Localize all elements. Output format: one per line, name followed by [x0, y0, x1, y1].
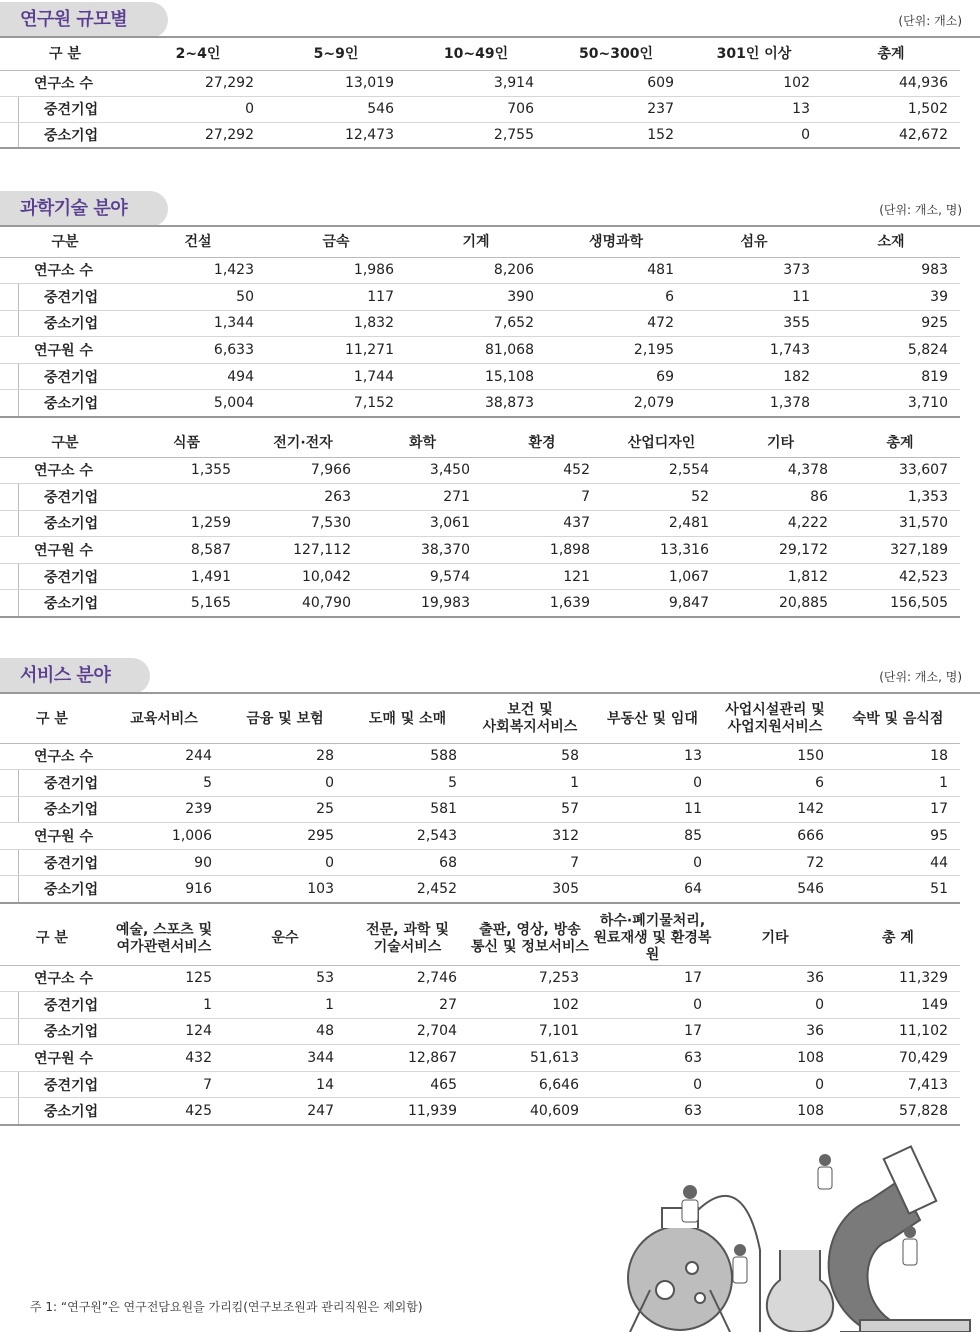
row-label: 중견기업	[0, 849, 104, 876]
section-divider	[0, 36, 980, 38]
table-row	[0, 992, 960, 1019]
column-header: 운수	[224, 913, 346, 965]
column-header: 건설	[130, 229, 266, 257]
table-cell: 494	[130, 363, 266, 390]
table-row	[0, 457, 960, 484]
column-header: 도매 및 소매	[346, 696, 469, 743]
table-cell: 0	[224, 849, 346, 876]
header-category: 구 분	[0, 40, 130, 70]
section-divider	[0, 692, 980, 694]
table-cell: 29,172	[721, 537, 840, 564]
table-cell: 1,378	[686, 390, 822, 417]
table-cell: 1	[836, 770, 960, 797]
table-cell: 1,355	[130, 457, 243, 484]
table-cell: 121	[482, 563, 602, 590]
table-cell: 1,812	[721, 563, 840, 590]
table-cell: 373	[686, 257, 822, 284]
row-label: 연구원 수	[0, 823, 104, 850]
column-header: 예술, 스포츠 및 여가관련서비스	[104, 913, 224, 965]
table-cell: 305	[469, 876, 591, 903]
table-cell: 28	[224, 743, 346, 770]
table-cell: 581	[346, 796, 469, 823]
table-cell: 2,554	[602, 457, 721, 484]
table-cell: 103	[224, 876, 346, 903]
table-cell: 102	[469, 992, 591, 1019]
table-row	[0, 876, 960, 903]
column-header: 금융 및 보험	[224, 696, 346, 743]
table-cell: 327,189	[840, 537, 960, 564]
table-cell: 86	[721, 484, 840, 511]
header-category: 구분	[0, 229, 130, 257]
table-cell: 2,755	[406, 122, 546, 148]
table-cell: 1,639	[482, 590, 602, 617]
section-researcher-scale	[0, 2, 980, 152]
small-flask-icon	[767, 1250, 833, 1332]
footnote: 주 1: “연구원”은 연구전담요원을 가리킴(연구보조원과 관리직원은 제외함)	[30, 1300, 423, 1314]
table-cell: 588	[346, 743, 469, 770]
table-row	[0, 743, 960, 770]
table-cell: 40,790	[243, 590, 363, 617]
table-cell: 17	[836, 796, 960, 823]
column-header: 5~9인	[266, 40, 406, 70]
row-label: 중소기업	[0, 590, 130, 617]
row-label: 중견기업	[0, 363, 130, 390]
table-cell: 3,710	[822, 390, 960, 417]
table-cell: 39	[822, 284, 960, 311]
row-label: 연구소 수	[0, 70, 130, 96]
table-cell: 19,983	[363, 590, 482, 617]
table-cell: 1,898	[482, 537, 602, 564]
table-cell: 2,481	[602, 510, 721, 537]
table-cell: 40,609	[469, 1098, 591, 1125]
table-cell: 1,743	[686, 337, 822, 364]
table-cell: 9,847	[602, 590, 721, 617]
table-cell: 481	[546, 257, 686, 284]
table-cell: 156,505	[840, 590, 960, 617]
table-cell: 666	[714, 823, 836, 850]
row-label: 연구소 수	[0, 743, 104, 770]
table-cell: 0	[591, 992, 714, 1019]
table-cell: 53	[224, 965, 346, 992]
table-row	[0, 796, 960, 823]
column-header: 사업시설관리 및 사업지원서비스	[714, 696, 836, 743]
table-cell: 0	[714, 1071, 836, 1098]
column-header: 금속	[266, 229, 406, 257]
table-cell: 31,570	[840, 510, 960, 537]
table-cell: 0	[591, 770, 714, 797]
table-cell: 7	[104, 1071, 224, 1098]
table-cell: 1,986	[266, 257, 406, 284]
table-row	[0, 1018, 960, 1045]
table-cell: 44,936	[822, 70, 960, 96]
table-cell: 142	[714, 796, 836, 823]
header-category: 구 분	[0, 696, 104, 743]
table-cell: 69	[546, 363, 686, 390]
row-label: 중소기업	[0, 390, 130, 417]
table-row	[0, 257, 960, 284]
table-cell: 546	[714, 876, 836, 903]
column-header: 화학	[363, 430, 482, 457]
table-cell: 27	[346, 992, 469, 1019]
table-row	[0, 390, 960, 417]
table-cell: 27,292	[130, 70, 266, 96]
row-label: 중견기업	[0, 96, 130, 122]
table-cell: 11	[686, 284, 822, 311]
table-cell: 7,530	[243, 510, 363, 537]
section-science	[0, 191, 980, 621]
table-cell: 237	[546, 96, 686, 122]
table-cell: 125	[104, 965, 224, 992]
column-header: 보건 및 사회복지서비스	[469, 696, 591, 743]
table-row	[0, 70, 960, 96]
table-cell: 6,646	[469, 1071, 591, 1098]
column-header: 환경	[482, 430, 602, 457]
table-cell: 7,101	[469, 1018, 591, 1045]
table-cell: 1,353	[840, 484, 960, 511]
table-row	[0, 1071, 960, 1098]
table-row	[0, 563, 960, 590]
table-cell: 609	[546, 70, 686, 96]
table-row	[0, 310, 960, 337]
table-row	[0, 484, 960, 511]
table-cell: 63	[591, 1098, 714, 1125]
table-cell: 2,195	[546, 337, 686, 364]
table-cell: 247	[224, 1098, 346, 1125]
table-cell: 95	[836, 823, 960, 850]
row-label: 중견기업	[0, 563, 130, 590]
table-cell: 425	[104, 1098, 224, 1125]
column-header: 산업디자인	[602, 430, 721, 457]
table-cell: 239	[104, 796, 224, 823]
row-label: 중견기업	[0, 770, 104, 797]
table-row	[0, 284, 960, 311]
column-header: 기타	[721, 430, 840, 457]
table-cell: 11,102	[836, 1018, 960, 1045]
row-label: 중견기업	[0, 992, 104, 1019]
column-header: 기타	[714, 913, 836, 965]
table-cell: 1,832	[266, 310, 406, 337]
table-cell: 8,587	[130, 537, 243, 564]
column-header: 총계	[840, 430, 960, 457]
table-cell: 0	[130, 96, 266, 122]
table-cell: 90	[104, 849, 224, 876]
table-cell: 706	[406, 96, 546, 122]
table-cell: 1,067	[602, 563, 721, 590]
table-cell: 13	[591, 743, 714, 770]
table-cell: 7,652	[406, 310, 546, 337]
table-cell: 108	[714, 1098, 836, 1125]
table-cell: 50	[130, 284, 266, 311]
table-cell: 1,006	[104, 823, 224, 850]
table-cell: 14	[224, 1071, 346, 1098]
row-label: 중소기업	[0, 122, 130, 148]
table-cell: 344	[224, 1045, 346, 1072]
table-cell: 390	[406, 284, 546, 311]
header-category: 구분	[0, 430, 130, 457]
table-cell: 102	[686, 70, 822, 96]
column-header: 전기·전자	[243, 430, 363, 457]
section-title: 연구원 규모별	[0, 2, 168, 38]
table-cell: 6	[714, 770, 836, 797]
table-cell: 15,108	[406, 363, 546, 390]
table-row	[0, 1098, 960, 1125]
column-header: 50~300인	[546, 40, 686, 70]
table-cell: 2,543	[346, 823, 469, 850]
table-cell: 7,253	[469, 965, 591, 992]
table-cell: 108	[714, 1045, 836, 1072]
table-cell: 42,523	[840, 563, 960, 590]
table-cell: 18	[836, 743, 960, 770]
service-table-1	[0, 696, 960, 904]
table-cell: 1	[469, 770, 591, 797]
row-label: 연구소 수	[0, 965, 104, 992]
table-cell: 81,068	[406, 337, 546, 364]
table-row	[0, 537, 960, 564]
table-row	[0, 122, 960, 148]
table-cell: 5	[346, 770, 469, 797]
table-cell: 17	[591, 1018, 714, 1045]
table-cell	[130, 484, 243, 511]
row-label: 연구원 수	[0, 1045, 104, 1072]
table-cell: 0	[714, 992, 836, 1019]
table-row	[0, 510, 960, 537]
column-header: 섬유	[686, 229, 822, 257]
table-cell: 150	[714, 743, 836, 770]
table-cell: 5,004	[130, 390, 266, 417]
table-cell: 5	[104, 770, 224, 797]
column-header: 총 계	[836, 913, 960, 965]
column-header: 하수·폐기물처리, 원료재생 및 환경복원	[591, 913, 714, 965]
table-cell: 3,061	[363, 510, 482, 537]
table-cell: 1	[224, 992, 346, 1019]
column-header: 출판, 영상, 방송 통신 및 정보서비스	[469, 913, 591, 965]
table-cell: 2,079	[546, 390, 686, 417]
table-row	[0, 96, 960, 122]
table-cell: 2,704	[346, 1018, 469, 1045]
table-cell: 6,633	[130, 337, 266, 364]
unit-label: (단위: 개소, 명)	[879, 203, 962, 217]
column-header: 부동산 및 임대	[591, 696, 714, 743]
table-cell: 20,885	[721, 590, 840, 617]
table-cell: 472	[546, 310, 686, 337]
table-cell: 44	[836, 849, 960, 876]
row-label: 중소기업	[0, 510, 130, 537]
table-cell: 1	[104, 992, 224, 1019]
science-table-2	[0, 430, 960, 618]
column-header: 식품	[130, 430, 243, 457]
table-cell: 51	[836, 876, 960, 903]
table-cell: 4,378	[721, 457, 840, 484]
table-cell: 11,939	[346, 1098, 469, 1125]
lab-illustration	[610, 1140, 980, 1332]
table-cell: 432	[104, 1045, 224, 1072]
table-cell: 7	[469, 849, 591, 876]
table-cell: 465	[346, 1071, 469, 1098]
table-cell: 0	[224, 770, 346, 797]
row-label: 중소기업	[0, 310, 130, 337]
table-cell: 33,607	[840, 457, 960, 484]
table-cell: 13,019	[266, 70, 406, 96]
table-cell: 546	[266, 96, 406, 122]
table-cell: 38,370	[363, 537, 482, 564]
table-cell: 0	[591, 849, 714, 876]
row-label: 연구소 수	[0, 257, 130, 284]
table-cell: 70,429	[836, 1045, 960, 1072]
table-cell: 11,271	[266, 337, 406, 364]
table-cell: 25	[224, 796, 346, 823]
table-cell: 13,316	[602, 537, 721, 564]
row-label: 중소기업	[0, 876, 104, 903]
table-cell: 2,452	[346, 876, 469, 903]
table-cell: 149	[836, 992, 960, 1019]
column-header: 전문, 과학 및 기술서비스	[346, 913, 469, 965]
table-cell: 117	[266, 284, 406, 311]
table-cell: 27,292	[130, 122, 266, 148]
row-label: 중소기업	[0, 796, 104, 823]
table-cell: 72	[714, 849, 836, 876]
table-cell: 64	[591, 876, 714, 903]
table-cell: 12,867	[346, 1045, 469, 1072]
section-divider	[0, 225, 980, 227]
column-header: 301인 이상	[686, 40, 822, 70]
table-cell: 68	[346, 849, 469, 876]
table-cell: 57	[469, 796, 591, 823]
table-cell: 36	[714, 1018, 836, 1045]
table-cell: 312	[469, 823, 591, 850]
unit-label: (단위: 개소)	[898, 14, 962, 28]
table-cell: 38,873	[406, 390, 546, 417]
table-row	[0, 590, 960, 617]
table-cell: 8,206	[406, 257, 546, 284]
round-flask-icon	[628, 1226, 732, 1330]
table-cell: 7,966	[243, 457, 363, 484]
row-label: 중소기업	[0, 1098, 104, 1125]
table-cell: 63	[591, 1045, 714, 1072]
row-label: 연구원 수	[0, 337, 130, 364]
table-cell: 7	[482, 484, 602, 511]
table-cell: 5,165	[130, 590, 243, 617]
table-cell: 42,672	[822, 122, 960, 148]
column-header: 총계	[822, 40, 960, 70]
table-cell: 48	[224, 1018, 346, 1045]
row-label: 중견기업	[0, 284, 130, 311]
table-cell: 819	[822, 363, 960, 390]
table-cell: 17	[591, 965, 714, 992]
table-cell: 983	[822, 257, 960, 284]
table-cell: 1,502	[822, 96, 960, 122]
table-cell: 437	[482, 510, 602, 537]
table-cell: 1,744	[266, 363, 406, 390]
table-cell: 2,746	[346, 965, 469, 992]
table-cell: 7,152	[266, 390, 406, 417]
row-label: 연구소 수	[0, 457, 130, 484]
table-cell: 916	[104, 876, 224, 903]
table-cell: 11,329	[836, 965, 960, 992]
table-cell: 7,413	[836, 1071, 960, 1098]
table-cell: 85	[591, 823, 714, 850]
table-cell: 6	[546, 284, 686, 311]
scale-table	[0, 40, 960, 149]
table-cell: 3,450	[363, 457, 482, 484]
row-label: 연구원 수	[0, 537, 130, 564]
section-title: 서비스 분야	[0, 658, 150, 694]
table-cell: 5,824	[822, 337, 960, 364]
table-cell: 9,574	[363, 563, 482, 590]
table-cell: 452	[482, 457, 602, 484]
table-cell: 1,259	[130, 510, 243, 537]
table-cell: 3,914	[406, 70, 546, 96]
table-cell: 11	[591, 796, 714, 823]
table-cell: 12,473	[266, 122, 406, 148]
table-cell: 4,222	[721, 510, 840, 537]
table-cell: 355	[686, 310, 822, 337]
table-cell: 0	[591, 1071, 714, 1098]
table-cell: 13	[686, 96, 822, 122]
row-label: 중견기업	[0, 484, 130, 511]
science-table-1	[0, 229, 960, 418]
table-cell: 58	[469, 743, 591, 770]
table-cell: 244	[104, 743, 224, 770]
column-header: 숙박 및 음식점	[836, 696, 960, 743]
table-cell: 124	[104, 1018, 224, 1045]
table-cell: 51,613	[469, 1045, 591, 1072]
table-row	[0, 1045, 960, 1072]
table-cell: 295	[224, 823, 346, 850]
column-header: 10~49인	[406, 40, 546, 70]
row-label: 중소기업	[0, 1018, 104, 1045]
column-header: 2~4인	[130, 40, 266, 70]
table-cell: 925	[822, 310, 960, 337]
table-cell: 0	[686, 122, 822, 148]
table-cell: 127,112	[243, 537, 363, 564]
table-row	[0, 965, 960, 992]
column-header: 생명과학	[546, 229, 686, 257]
table-cell: 182	[686, 363, 822, 390]
table-cell: 36	[714, 965, 836, 992]
table-cell: 1,344	[130, 310, 266, 337]
table-cell: 1,423	[130, 257, 266, 284]
row-label: 중견기업	[0, 1071, 104, 1098]
table-row	[0, 849, 960, 876]
table-cell: 57,828	[836, 1098, 960, 1125]
table-cell: 263	[243, 484, 363, 511]
unit-label: (단위: 개소, 명)	[879, 670, 962, 684]
books-icon	[860, 1320, 970, 1332]
table-cell: 152	[546, 122, 686, 148]
table-row	[0, 337, 960, 364]
table-cell: 1,491	[130, 563, 243, 590]
service-table-2	[0, 913, 960, 1126]
section-title: 과학기술 분야	[0, 191, 168, 227]
column-header: 교육서비스	[104, 696, 224, 743]
column-header: 기계	[406, 229, 546, 257]
table-row	[0, 770, 960, 797]
section-service	[0, 658, 980, 1128]
table-row	[0, 363, 960, 390]
table-row	[0, 823, 960, 850]
table-cell: 271	[363, 484, 482, 511]
table-cell: 10,042	[243, 563, 363, 590]
table-cell: 52	[602, 484, 721, 511]
column-header: 소재	[822, 229, 960, 257]
header-category: 구 분	[0, 913, 104, 965]
